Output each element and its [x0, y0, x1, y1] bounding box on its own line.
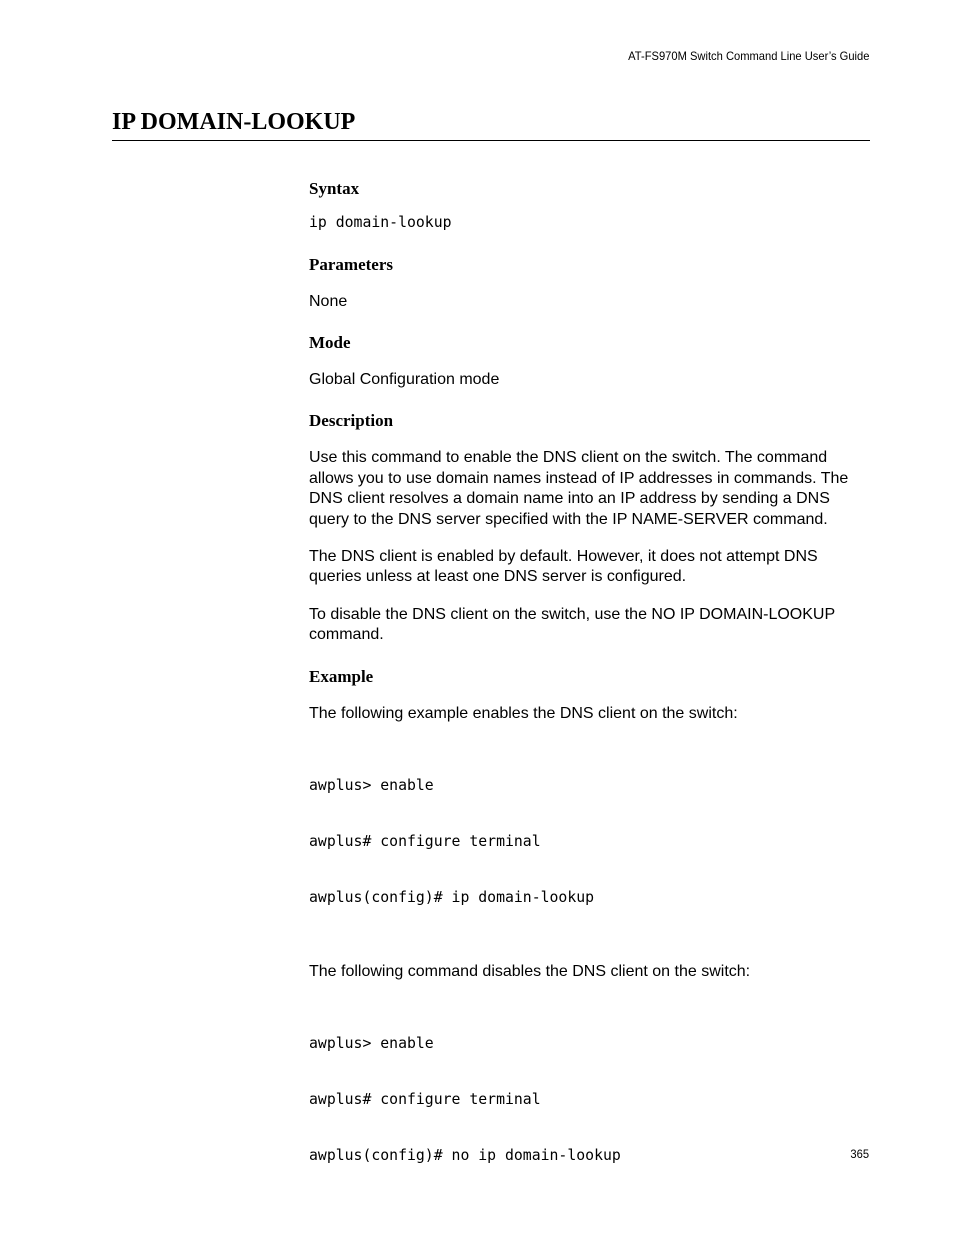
example-intro: The following example enables the DNS client on the switch: [309, 704, 738, 722]
main-content [309, 177, 874, 1203]
description-heading: Description [309, 411, 394, 431]
description-paragraph: The DNS client is enabled by default. However, it does not attempt DNS queries unless at least one DNS server is configured. [309, 548, 818, 586]
running-header: AT-FS970M Switch Command Line User’s Guide [627, 49, 869, 63]
code-line: awplus(config)# ip domain-lookup [309, 888, 595, 906]
parameters-heading: Parameters [309, 254, 394, 274]
example-heading: Example [309, 666, 374, 686]
code-line: awplus# configure terminal [309, 1090, 541, 1108]
example-code-block [309, 740, 874, 945]
code-line: awplus> enable [309, 777, 434, 795]
code-line: awplus> enable [309, 1035, 434, 1053]
syntax-code: ip domain-lookup [309, 214, 452, 231]
example-intro: The following command disables the DNS client on the switch: [309, 962, 751, 980]
mode-text: Global Configuration mode [309, 371, 500, 388]
description-paragraph: To disable the DNS client on the switch, use the NO IP DOMAIN-LOOKUP command. [309, 605, 835, 644]
parameters-text: None [309, 292, 348, 310]
code-line: awplus(config)# no ip domain-lookup [309, 1146, 621, 1164]
page-title: IP DOMAIN-LOOKUP [112, 109, 356, 135]
example-code-block [309, 998, 874, 1203]
title-rule [112, 140, 870, 141]
syntax-heading: Syntax [309, 179, 360, 198]
mode-heading: Mode [309, 333, 351, 352]
description-paragraph: Use this command to enable the DNS client on the switch. The command allows you to use domain names instead of IP addresses in commands. The DNS client resolves a domain name into an IP address by sending a DNS query to the DNS server specified with the IP NAME-SERVER command. [309, 449, 849, 528]
page-number: 365 [850, 1147, 869, 1161]
code-line: awplus# configure terminal [309, 833, 541, 851]
